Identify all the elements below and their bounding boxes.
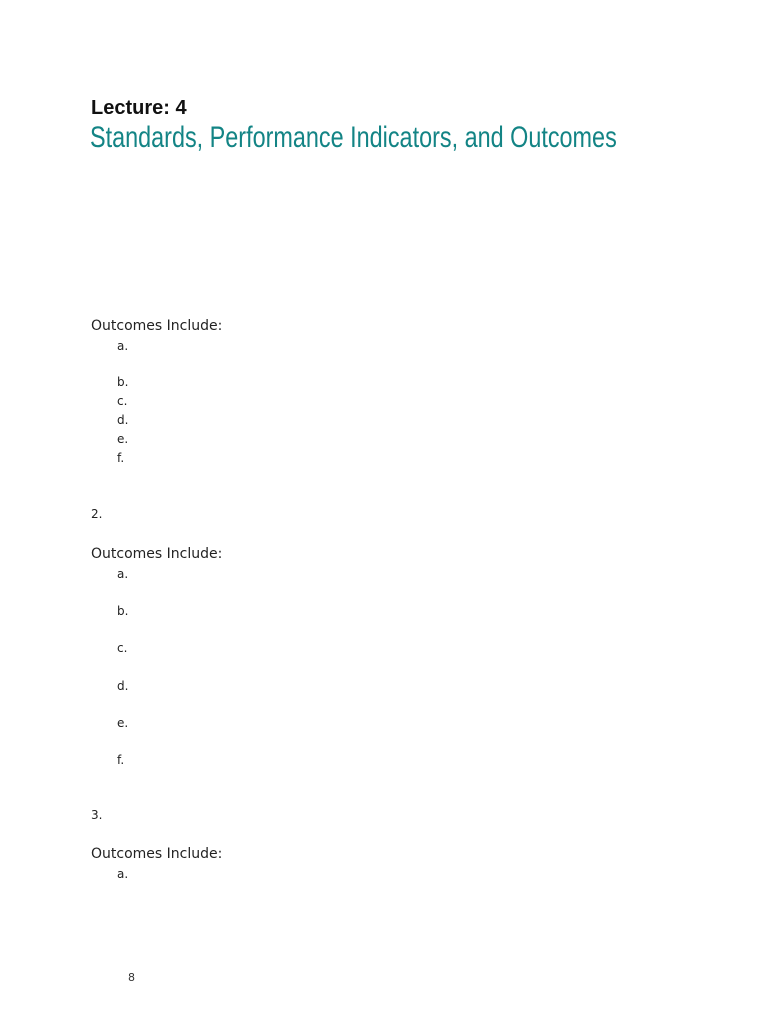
section-2-item-c: c. [117, 641, 128, 655]
section-1-heading: Outcomes Include: [91, 318, 223, 334]
section-1-item-d: d. [117, 413, 129, 427]
section-1-item-b: b. [117, 375, 129, 389]
section-2-item-a: a. [117, 567, 129, 581]
section-2-heading: Outcomes Include: [91, 546, 223, 562]
section-2-item-d: d. [117, 679, 129, 693]
section-3-item-a: a. [117, 867, 129, 881]
section-2-number: 2. [91, 507, 103, 521]
page-number: 8 [128, 971, 135, 984]
section-2-item-b: b. [117, 604, 129, 618]
section-2-item-f: f. [117, 753, 125, 767]
lecture-label: Lecture: 4 [91, 97, 187, 119]
section-1-item-c: c. [117, 394, 128, 408]
section-3-heading: Outcomes Include: [91, 846, 223, 862]
page-title: Standards, Performance Indicators, and Outcomes [90, 121, 617, 154]
section-3-number: 3. [91, 808, 103, 822]
section-2-item-e: e. [117, 716, 129, 730]
section-1-item-e: e. [117, 432, 129, 446]
section-1-item-f: f. [117, 451, 125, 465]
section-1-item-a: a. [117, 339, 129, 353]
